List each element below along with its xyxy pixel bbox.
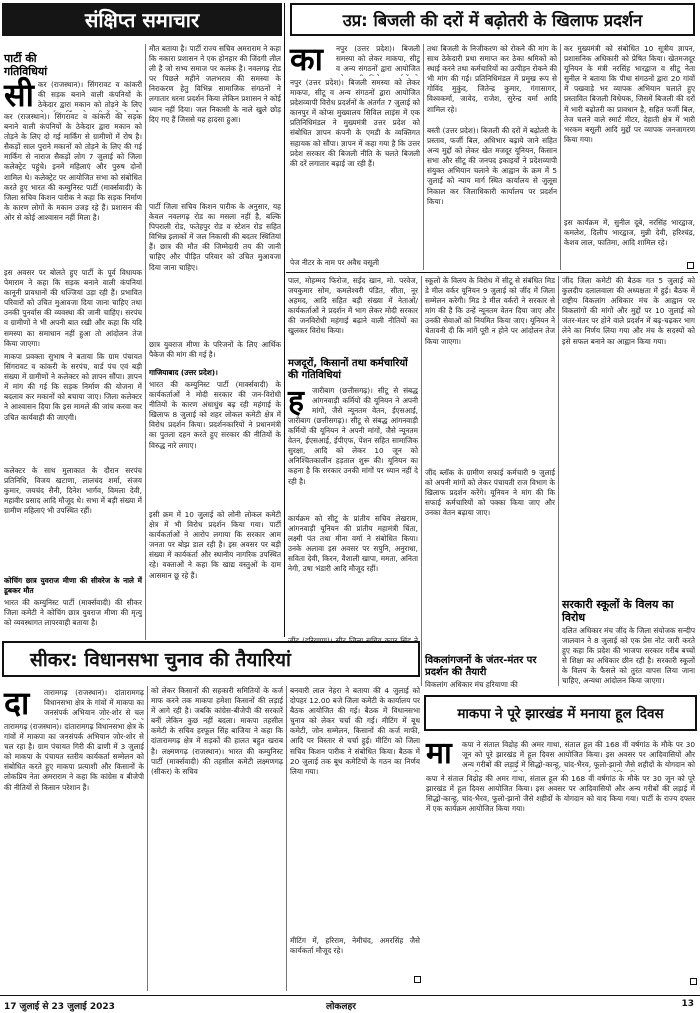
up-end-marker	[687, 262, 694, 269]
vikalang-body: विकलांग अधिकार मंच हरियाणा की	[425, 680, 518, 689]
party-col2a: मौत बताया है। पार्टी राज्य सचिव अमराराम ने कहा कि नकारा प्रशासन ने एक होनहार की जिंदगी लील ली है जो सभ्य समाज पर कलंक है। नवलगढ़ रोड पर पिछले महीने जलभराव की समस्या के निराकरण हेतु विभिन्न सामाजिक संगठनों ने लगातार धरना प्रदर्शन किया लेकिन प्रशासन ने कोई ध्यान नहीं दिया। जल निकासी के नाले खुले छोड़ दिए गए हैं जिससे यह हादसा हुआ।	[149, 44, 281, 124]
up-section-header	[290, 3, 695, 36]
jharkhand-lead: कपा ने संताल विद्रोह की अमर गाथा, संताल हूल की 168 वीं वर्षगांठ के मौके पर 30 जून को पूरे झारखंड में हूल दिवस आयोजित किया। इस अवसर पर आदिवासियों और अन्य गरीबों की लड़ाई में सिद्धो-कान्हू, चांद-भैरव, फूलो-झानो जैसे शहीदों के योगदान को	[462, 740, 695, 770]
party-cont3: कलेक्टर के साथ मुलाकात के दौरान सरपंच प्रतिनिधि, विजय खटाणा, लालचंद शर्मा, संजय कुमार, जयचंद सैनी, दिनेश भार्गव, विमला देवी, महावीर प्रसाद आदि मौजूद थे। सभा में बड़ी संख्या में ग्रामीण महिलाएं भी उपस्थित रहीं।	[4, 466, 142, 516]
jharkhand-end-marker	[690, 978, 697, 985]
schools-head: सरकारी स्कूलों के विलय का विरोध	[562, 598, 674, 624]
jharkhand-dropcap: मा	[426, 736, 452, 771]
party-body: कर (राजस्थान)। सिंगरावट व कांकरी की सड़क बनाने वाली कंपनियों के ठेकेदार द्वारा मकान को तोड़ने के लिए दो गई मार्किंग से ग्रामीणों में रोष है। सैकड़ों साल पुराने मकानों को तोड़ने के लिए की गई मार्किंग से नाराज सैकड़ों लोग 7 जुलाई को जिला कलेक्ट्रेट पहुंचे। इनमें महिलाएं और पुरुष दोनों शामिल थे। कलेक्ट्रेट पर आयोजित सभा को संबोधित करते हुए भारत की कम्युनिस्ट पार्टी (मार्क्सवादी) के जिला सचिव किशन पारीक ने कहा कि सड़क निर्माण के कारण लोगों के मकान उजड़ रहे हैं। प्रशासन की ओर से कोई आश्वासन नहीं मिला है।	[4, 112, 142, 222]
up-divider-1	[423, 44, 424, 270]
obit-title: कोचिंग छात्र युवराज मीणा की सीवरेज के नाले में डूबकर मौत	[4, 576, 142, 596]
up-col2: तथा बिजली के निजीकरण को रोकने की मांग के साथ ठेकेदारी प्रथा समाप्त कर ठेका श्रमिकों को स्थाई करने तथा कर्मचारियों का उत्पीड़न रोकने की भी मांग की गई। प्रतिनिधिमंडल में प्रमुख रूप से गोविंद मुकुंद, जितेन्द्र कुमार, गंगासागर, विश्वकर्मा, जावेद, राजेश, सुरेन्द्र वर्मा आदि शामिल रहे।	[427, 44, 557, 114]
majdur-col2: स्कूलों के विलय के विरोध में सीटू से संबंधित मिड डे मील वर्कर यूनियन 9 जुलाई को जींद में जिला सम्मेलन करेगी। मिड डे मील वर्करों ने सरकार से मांग की है कि उन्हें न्यूनतम वेतन दिया जाए और उनकी सेवाओं को नियमित किया जाए। यूनियन ने चेतावनी दी कि मांगें पूरी न होने पर आंदोलन तेज किया जाएगा।	[425, 276, 555, 346]
footer-paper: लोकलहर	[326, 1002, 356, 1012]
up-more: पेज नीटर के नाम पर अवैध वसूली	[290, 258, 380, 267]
up-header-text: उप्र: बिजली की दरों में बढ़ोतरी के खिलाफ प्रदर्शन	[342, 11, 643, 30]
majdur-col3: जींद जिला कमेटी की बैठक गत 5 जुलाई को कुलदीप दलालवाला की अध्यक्षता में हुई। बैठक में राष्ट्रीय विकलांग अधिकार मंच के आह्वान पर विकलांगों की मांगों और मुद्दों पर 10 जुलाई को जंतर-मंतर पर होने वाले प्रदर्शन में बढ़-चढ़कर भाग लेने का निर्णय लिया गया और मंच के सदस्यों को इसे सफल बनाने का आह्वान किया गया।	[562, 276, 695, 346]
obit-body: भारत की कम्युनिस्ट पार्टी (मार्क्सवादी) की सीकर जिला कमेटी ने कोचिंग छात्र युवराज मीणा की मृत्यु को व्यवस्थागत लापरवाही बताया है।	[4, 598, 142, 628]
sikar-divider-1	[147, 686, 148, 991]
party-subhead: पार्टी की गतिविधियां	[4, 52, 48, 78]
up-dropcap: का	[290, 40, 323, 78]
majdur-subhead: मजदूरों, किसानों तथा कर्मचारियों की गतिविधियां	[288, 358, 408, 381]
party-cont2: माकपा प्रवक्ता सुभाष ने बताया कि ग्राम पंचायत सिंगरावट व कांकरी के सरपंच, वार्ड पंच एवं बड़ी संख्या में ग्रामीणों ने कलेक्टर को ज्ञापन सौंपा। ज्ञापन में मांग की गई कि सड़क निर्माण की योजना में बदलाव कर मकानों को बचाया जाए। जिला कलेक्टर ने आश्वासन दिया कि इस मामले की जांच करवा कर उचित कार्यवाही की जाएगी।	[4, 352, 142, 422]
party-col2b: पार्टी जिला सचिव किशन पारीक के अनुसार, यह केवल नवलगढ़ रोड का मसला नहीं है, बल्कि पिपराली रोड, फतेहपुर रोड व स्टेशन रोड सहित विभिन्न इलाकों में जल निकासी की बदतर स्थितियां हैं। छात्र की मौत की जिम्मेदारी तय की जानी चाहिए और पीड़ित परिवार को उचित मुआवजा दिया जाना चाहिए।	[149, 202, 281, 272]
majdur-lead: जारीबाग (छत्तीसगढ़)। सीटू से संबद्ध आंगनवाड़ी कर्मियों की यूनियन ने अपनी मांगों, जैसे न्यूनतम वेतन, ईएसआई,	[312, 386, 418, 416]
majdur-divider-1	[421, 276, 422, 686]
left-section-header	[2, 3, 282, 36]
page-footer	[0, 995, 700, 1013]
party-col2c: छात्र युवराज मीणा के परिजनों के लिए आर्थिक पैकेज की मांग की गई है।	[149, 340, 281, 360]
majdur-col2b: जींद ब्लॉक के ग्रामीण सफाई कर्मचारी 9 जुलाई को अपनी मांगों को लेकर पंचायती राज विभाग के खिलाफ प्रदर्शन करेंगे। यूनियन ने मांग की कि सफाई कर्मचारियों को पक्का किया जाए और उनका वेतन बढ़ाया जाए।	[425, 468, 555, 518]
left-col-divider	[145, 44, 146, 640]
up-col3b: इस कार्यक्रम में, सुनील दूबे, नरसिंह भारद्वाज, कमलेश, दिलीप भारद्वाज, मुन्नी देवी, हरिश्चंद्र, केशव लाल, फातिमा, आदि शामिल रहे।	[564, 218, 695, 248]
sikar-header-text: सीकर: विधानसभा चुनाव की तैयारियां	[30, 649, 291, 671]
party-cont1: इस अवसर पर बोलते हुए पार्टी के पूर्व विधायक पेमाराम ने कहा कि सड़क बनाने वाली कंपनियां कानूनी प्रावधानों की धज्जियां उड़ा रही हैं। प्रभावित परिवारों को उचित मुआवजा दिया जाना चाहिए तथा उनकी पुनर्वास की व्यवस्था की जानी चाहिए। सरपंच व ग्रामीणों ने भी अपनी बात रखी और कहा कि यदि समस्या का समाधान नहीं हुआ तो आंदोलन तेज किया जाएगा।	[4, 268, 142, 348]
party-dropcap: सी	[4, 76, 34, 114]
sikar-col2: को लेकर किसानों की सहकारी समितियों के कर्ज माफ करने तक माकपा हमेशा किसानों की लड़ाई में आगे रही है। जबकि कांग्रेस-बीजेपी की सरकारें बनीं लेकिन कुछ नहीं बदला। माकपा तहसील कमेटी के सचिव हरफूल सिंह बाजिया ने कहा कि दांतारामगढ़ क्षेत्र में सड़कों की हालत बहुत खराब है। लक्ष्मणगढ़ (राजस्थान)। भारत की कम्युनिस्ट पार्टी (मार्क्सवादी) की तहसील कमेटी लक्ष्मणगढ़ (सीकर) के सचिव	[151, 686, 283, 776]
sikar-dropcap: दा	[4, 684, 30, 722]
up-basti: बस्ती (उत्तर प्रदेश)। बिजली की दरों में बढ़ोतरी के प्रस्ताव, फर्जी बिल, अधिभार बढ़ाये जाने सहित अन्य मुद्दों को लेकर खेत मजदूर यूनियन, किसान सभा और सीटू की जनपद इकाइयों ने प्रदेशव्यापी संयुक्त अभियान चलाने के आह्वान के क्रम में 5 जुलाई को न्याय मार्ग स्थित कार्यालय से जुलूस निकाल कर जिलाधिकारी कार्यालय पर प्रदर्शन किया।	[427, 126, 557, 206]
ghazia-dateline: गाजियाबाद (उत्तर प्रदेश)।	[149, 368, 218, 377]
sikar-col3: बनवारी लाल नेहरा ने बताया की 4 जुलाई को दोपहर 12.00 बजे जिला कमेटी के कार्यालय पर बैठक आयोजित की गई। बैठक में विधानसभा चुनाव को लेकर चर्चा की गई। मीटिंग में बूथ कमेटी, जोन सम्मेलन, किसानों की कर्ज माफी, आदि पर विस्तार से चर्चा हुई। मीटिंग को जिला सचिव किशन पारीक ने संबोधित किया। बैठक में 20 जुलाई तक बूथ कमेटियों के गठन का निर्णय लिया गया।	[290, 686, 420, 776]
schools-body: दलित अधिकार मंच जींद के जिला संयोजक सन्दीप जालवान ने 8 जुलाई को एक प्रेस नोट जारी करते हुए कहा कि प्रदेश की भाजपा सरकार गरीब बच्चों से शिक्षा का अधिकार छीन रही है। सरकारी स्कूलों के विलय के फैसले को तुरंत वापस लिया जाना चाहिए, अन्यथा आंदोलन किया जाएगा।	[562, 626, 695, 686]
majdur-body: जारीबाग (छत्तीसगढ़)। सीटू से संबद्ध आंगनवाड़ी कर्मियों की यूनियन ने अपनी मांगों, जैसे न्यूनतम वेतन, ईएसआई, ईपीएफ, पेंशन सहित सामाजिक सुरक्षा, आदि को लेकर 10 जून को अनिश्चितकालीन हड़ताल शुरू की। यूनियन का कहना है कि सरकार उनकी मांगों पर ध्यान नहीं दे रही है।	[288, 416, 418, 486]
ghazia-names: पाल, मोहम्मद फिरोज, सईद खान, मो. परवेज, जयकुमार सोम, कमलेश्वरी पंडित, सीता, नूर अहमद, आदि सहित बड़ी संख्या में नेताओं/कार्यकर्ताओं ने प्रदर्शन में भाग लेकर मोदी सरकार की जनविरोधी महंगाई बढ़ाने वाली नीतियों का खुलकर विरोध किया।	[288, 276, 418, 336]
left-header-text: संक्षिप्त समाचार	[84, 8, 200, 32]
party-lead: कर (राजस्थान)। सिंगरावट व कांकरी की सड़क बनाने वाली कंपनियों के ठेकेदार द्वारा मकान को तोड़ने के लिए	[38, 80, 142, 110]
majdur-lead2: कार्यक्रम को सीटू के प्रांतीय सचिव लेखराम, आंगनवाड़ी यूनियन की प्रांतीय महामंत्री चिंता, लक्ष्मी पंत तथा मीना वर्मा ने संबोधित किया। उनके अलावा इस अवसर पर सपुनि, अनुराधा, सविता देवी, किरन, वैशाली खापा, ममता, अनिता नेगी, उषा भंडारी आदि मौजूद रहीं।	[288, 514, 418, 574]
sikar-col3b: मीटिंग में, हरिराम, नेमीचंद, अमरसिंह जैसे कार्यकर्ता मौजूद रहे।	[290, 936, 420, 956]
ghazia-body: भारत की कम्युनिस्ट पार्टी (मार्क्सवादी) के कार्यकर्ताओं ने मोदी सरकार की जन-विरोधी नीतियों के कारण अंधाधुंध बढ़ रही महंगाई के खिलाफ 8 जुलाई को शहर लोकल कमेटी क्षेत्र में विरोध प्रदर्शन किया। प्रदर्शनकारियों ने प्रधानमंत्री का पुतला दहन करते हुए सरकार की नीतियों के विरुद्ध नारे लगाए।	[149, 380, 281, 450]
ghazia-body2: इसी क्रम में 10 जुलाई को लोनी लोकल कमेटी क्षेत्र में भी विरोध प्रदर्शन किया गया। पार्टी कार्यकर्ताओं ने आरोप लगाया कि सरकार आम जनता पर बोझ डाल रही है। इस अवसर पर बड़ी संख्या में कार्यकर्ता और स्थानीय नागरिक उपस्थित रहे। वक्ताओं ने कहा कि खाद्य वस्तुओं के दाम आसमान छू रहे हैं।	[149, 510, 281, 580]
vikalang-head: विकलांगजनों के जंतर-मंतर पर प्रदर्शन की तैयारी	[425, 655, 537, 678]
up-lead: नपुर (उत्तर प्रदेश)। बिजली समस्या को लेकर माकपा, सीटू व अन्य संगठनों द्वारा आयोजित	[336, 44, 420, 74]
sikar-divider-2	[286, 686, 287, 991]
footer-page: 13	[681, 999, 694, 1009]
jharkhand-body: कपा ने संताल विद्रोह की अमर गाथा, संताल हूल की 168 वीं वर्षगांठ के मौके पर 30 जून को पूरे झारखंड में हूल दिवस आयोजित किया। इस अवसर पर आदिवासियों और अन्य गरीबों की लड़ाई में सिद्धो-कान्हू, चांद-भैरव, फूलो-झानो जैसे शहीदों के योगदान को याद किया गया। पार्टी के राज्य दफ्तर में एक कार्यक्रम आयोजित किया गया।	[426, 774, 695, 814]
footer-dates: 17 जुलाई से 23 जुलाई 2023	[4, 1002, 115, 1012]
sikar-body: तारामगढ़ (राजस्थान)। दांतारामगढ़ विधानसभा क्षेत्र के गांवों में माकपा का जनसंपर्क अभियान जोर-शोर से चल रहा है। ग्राम पंचायत गिरी की ढाणी में 3 जुलाई को माकपा के पंचायत स्तरीय कार्यकर्ता सम्मेलन को संबोधित करते हुए माकपा प्रत्याशी और किसानों के लोकप्रिय नेता अमराराम ने कहा कि कांग्रेस व बीजेपी की नीतियों से किसान परेशान हैं।	[4, 722, 144, 792]
jharkhand-header-text: माकपा ने पूरे झारखंड में मनाया हूल दिवस	[457, 706, 664, 722]
majdur-divider-2	[558, 276, 559, 686]
sikar-end-marker	[414, 976, 421, 983]
up-divider-2	[560, 44, 561, 270]
up-col3: कर मुख्यमंत्री को संबोधित 10 सूत्रीय ज्ञापन, प्रशासनिक अधिकारी को प्रेषित किया। खेतमजदूर यूनियन के मंत्री नरसिंह भारद्वाज व सीटू नेता सुनील ने बताया कि पीथा संगठनों द्वारा 20 गांवों में पखवाड़े भर व्यापक अभियान चलाते हुए प्रस्तावित बिजली विधेयक, जिसमें बिजली की दरों में भारी बढ़ोतरी का प्रावधान है, सहित फर्जी बिल, तेज चलने वाले स्मार्ट मीटर, देहाती क्षेत्र में भारी भरकम बसूली आदि मुद्दों पर व्यापक जनजागरण किया गया।	[564, 44, 695, 144]
sikar-section-header	[2, 641, 420, 677]
sikar-lead: तारामगढ़ (राजस्थान)। दांतारामगढ़ विधानसभा क्षेत्र के गांवों में माकपा का जनसंपर्क अभियान जोर-शोर से चल	[44, 688, 144, 718]
jharkhand-section-header	[424, 695, 697, 731]
left-right-divider	[284, 3, 285, 637]
majdur-dropcap: ह	[288, 384, 304, 419]
up-body: नपुर (उत्तर प्रदेश)। बिजली समस्या को लेकर माकपा, सीटू व अन्य संगठनों द्वारा आयोजित प्रदेशव्यापी विरोध प्रदर्शनों के अंतर्गत 7 जुलाई को कानपुर में कोप्स मुख्यालय सिविल लाइंस में एक प्रतिनिधिमंडल ने मुख्यमंत्री उत्तर प्रदेश को संबोधित ज्ञापन कंपनी के एमडी के व्यक्तिगत सहायक को सौंपा। ज्ञापन में कहा गया है कि उत्तर प्रदेश सरकार की बिजली नीति के चलते बिजली की दरें लगातार बढ़ाई जा रही हैं।	[290, 78, 420, 168]
up-bottom-rule	[286, 272, 698, 273]
